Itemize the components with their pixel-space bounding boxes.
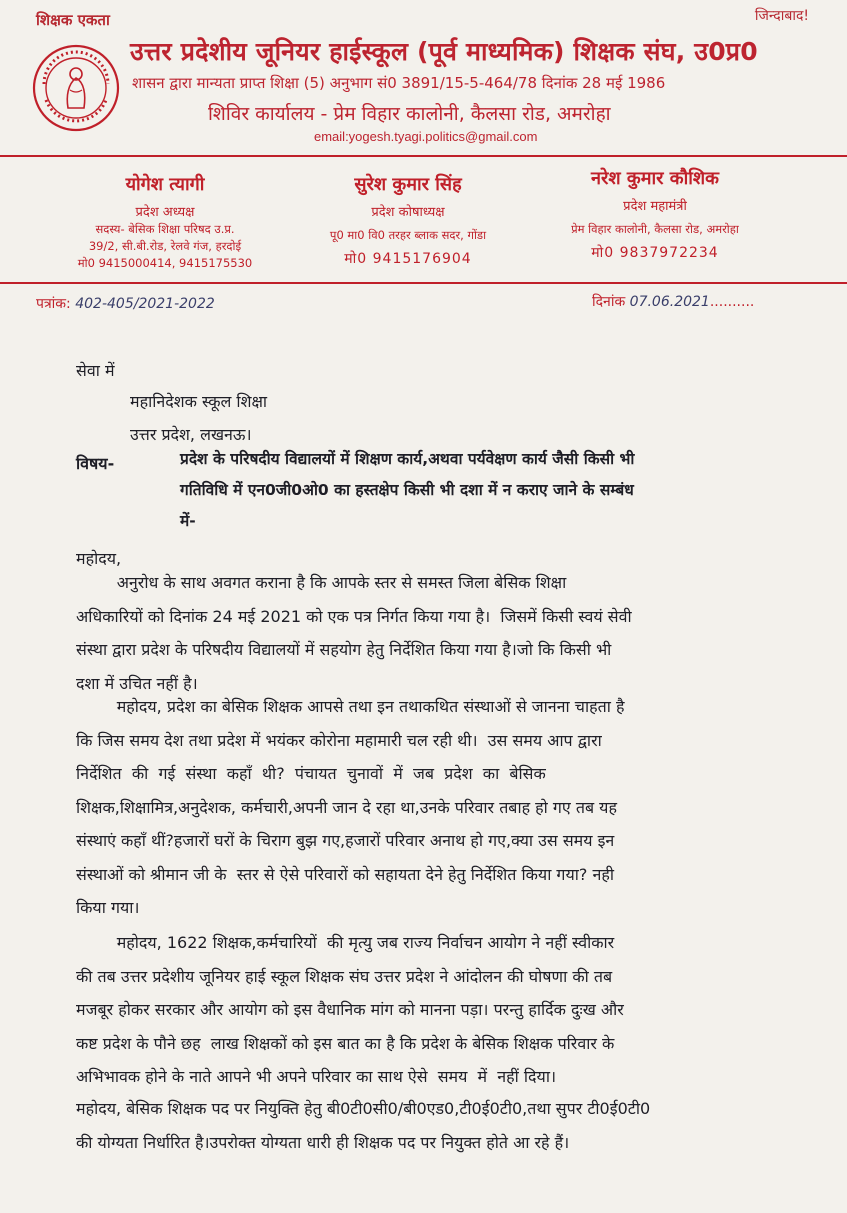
subject-label: विषय- (76, 454, 115, 473)
paragraph-line: मजबूर होकर सरकार और आयोग को इस वैधानिक मांग को मानना पड़ा। परन्तु हार्दिक दुःख और (76, 1000, 624, 1019)
paragraph-line: संस्थाएं कहाँ थीं?हजारों घरों के चिराग बुझ गए,हजारों परिवार अनाथ हो गए,क्या उस समय इन (76, 831, 615, 850)
organization-seal-icon (32, 44, 120, 132)
office-bearer-treasurer (298, 172, 518, 268)
paragraph-line: निर्देशित की गई संस्था कहाँ थी? पंचायत चुनावों में जब प्रदेश का बेसिक (76, 764, 546, 783)
header-motto-right: जिन्दाबाद! (754, 8, 809, 24)
treasurer-mobile: मो0 9415176904 (344, 251, 472, 267)
paragraph-line: की तब उत्तर प्रदेशीय जूनियर हाई स्कूल शिक्षक संघ उत्तर प्रदेश ने आंदोलन की घोषणा की तब (76, 966, 613, 986)
president-post: प्रदेश अध्यक्ष (135, 205, 195, 220)
office-bearer-president (40, 172, 290, 271)
paragraph-line: अभिभावक होने के नाते आपने भी अपने परिवार का साथ ऐसे समय में नहीं दिया। (76, 1067, 557, 1086)
secretary-post: प्रदेश महामंत्री (623, 199, 687, 214)
paragraph-line: कि जिस समय देश तथा प्रदेश में भयंकर कोरोना महामारी चल रही थी। उस समय आप द्वारा (76, 730, 602, 750)
letter-date-dots: .......... (709, 294, 755, 310)
office-bearer-secretary (540, 166, 770, 262)
paragraph-2 (76, 690, 780, 925)
letter-date-label: दिनांक (592, 294, 626, 310)
paragraph-line: कष्ट प्रदेश के पौने छह लाख शिक्षकों को इस बात का है कि प्रदेश के बेसिक शिक्षक परिवार के (76, 1033, 615, 1053)
paragraph-3 (76, 926, 780, 1094)
recipient-designation: महानिदेशक स्कूल शिक्षा (130, 392, 268, 411)
registration-line: शासन द्वारा मान्यता प्राप्त शिक्षा (5) अनुभाग सं0 3891/15-5-464/78 दिनांक 28 मई 1986 (132, 74, 666, 92)
header-motto-left: शिक्षक एकता (36, 11, 110, 29)
paragraph-1 (76, 566, 780, 700)
paragraph-line: महोदय, बेसिक शिक्षक पद पर नियुक्ति हेतु बी0टी0सी0/बी0एड0,टी0ई0टी0,तथा सुपर टी0ई0टी0 (76, 1099, 651, 1118)
president-detail-1: सदस्य- बेसिक शिक्षा परिषद उ.प्र. (95, 222, 235, 236)
paragraph-4 (76, 1092, 780, 1159)
president-mobile: मो0 9415000414, 9415175530 (77, 256, 253, 270)
subject-line: में- (180, 512, 196, 530)
letter-date-value: 07.06.2021 (629, 294, 710, 310)
paragraph-line: अनुरोध के साथ अवगत कराना है कि आपके स्तर से समस्त जिला बेसिक शिक्षा (76, 573, 567, 592)
recipient-location: उत्तर प्रदेश, लखनऊ। (130, 425, 252, 444)
paragraph-line: संस्थाओं को श्रीमान जी के स्तर से ऐसे परिवारों को सहायता देने हेतु निर्देशित किया गया? नही (76, 864, 614, 884)
camp-office-address: शिविर कार्यालय - प्रेम विहार कालोनी, कैलसा रोड, अमरोहा (208, 103, 611, 125)
paragraph-line: संस्था द्वारा प्रदेश के परिषदीय विद्यालयों में सहयोग हेतु निर्देशित किया गया है।जो कि किसी भी (76, 640, 612, 659)
paragraph-line: की योग्यता निर्धारित है।उपरोक्त योग्यता धारी ही शिक्षक पद पर नियुक्त होते आ रहे हैं। (76, 1132, 570, 1152)
president-detail-2: 39/2, सी.बी.रोड, रेलवे गंज, हरदोई (88, 239, 242, 253)
paragraph-line: महोदय, प्रदेश का बेसिक शिक्षक आपसे तथा इन तथाकथित संस्थाओं से जानना चाहता है (76, 697, 625, 716)
paragraph-line: दशा में उचित नहीं है। (76, 673, 198, 693)
treasurer-address: पू0 मा0 वि0 तरहर ब्लाक सदर, गोंडा (329, 228, 487, 242)
paragraph-line: शिक्षक,शिक्षामित्र,अनुदेशक, कर्मचारी,अपनी जान दे रहा था,उनके परिवार तबाह हो गए तब यह (76, 797, 617, 817)
header-divider (0, 155, 847, 157)
organization-name: उत्तर प्रदेशीय जूनियर हाईस्कूल (पूर्व माध्यमिक) शिक्षक संघ, उ0प्र0 (130, 37, 758, 66)
paragraph-line: महोदय, 1622 शिक्षक,कर्मचारियों की मृत्यु जब राज्य निर्वाचन आयोग ने नहीं स्वीकार (76, 933, 615, 952)
secretary-mobile: मो0 9837972234 (591, 245, 719, 261)
secretary-address: प्रेम विहार कालोनी, कैलसा रोड, अमरोहा (571, 222, 739, 236)
subject-line: गतिविधि में एन0जी0ओ0 का हस्तक्षेप किसी भी दशा में न कराए जाने के सम्बंध (180, 481, 634, 499)
treasurer-post: प्रदेश कोषाध्यक्ष (371, 205, 445, 220)
recipient-label: सेवा में (76, 361, 115, 380)
officers-divider (0, 282, 847, 284)
paragraph-line: अधिकारियों को दिनांक 24 मई 2021 को एक पत्र निर्गत किया गया है। जिसमें किसी स्वयं सेवी (76, 606, 632, 626)
treasurer-name: सुरेश कुमार सिंह (354, 174, 462, 195)
president-name: योगेश त्यागी (125, 174, 205, 195)
subject-text (180, 444, 780, 537)
subject-line: प्रदेश के परिषदीय विद्यालयों में शिक्षण कार्य,अथवा पर्यवेक्षण कार्य जैसी किसी भी (180, 450, 635, 468)
letter-number-label: पत्रांक: (36, 296, 71, 312)
salutation: महोदय, (76, 549, 122, 568)
email-address: email:yogesh.tyagi.politics@gmail.com (314, 129, 538, 144)
letter-date (592, 292, 754, 311)
paragraph-line: किया गया। (76, 898, 140, 917)
letter-number (36, 294, 215, 313)
secretary-name: नरेश कुमार कौशिक (591, 168, 719, 189)
letter-number-value: 402-405/2021-2022 (75, 296, 215, 312)
